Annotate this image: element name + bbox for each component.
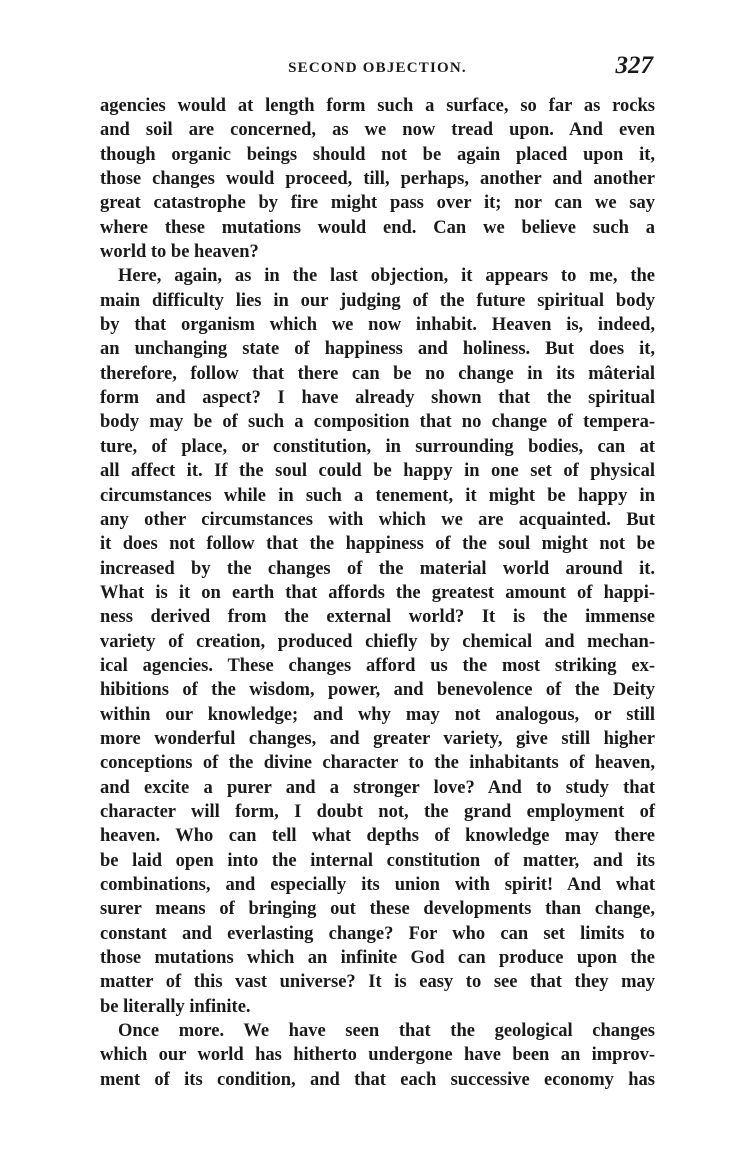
text-line: those mutations which an infinite God can produce upon the: [100, 948, 655, 969]
text-line: and excite a purer and a stronger love? And to study that: [100, 777, 655, 798]
text-line: circumstances while in such a tenement, it might be happy in: [100, 485, 655, 506]
text-line: matter of this vast universe? It is easy to see that they may: [100, 972, 655, 993]
text-line: within our knowledge; and why may not analogous, or still: [100, 704, 655, 725]
text-line: though organic beings should not be again placed upon it,: [100, 144, 655, 165]
text-line: body may be of such a composition that no change of tempera-: [100, 412, 655, 433]
text-line: increased by the changes of the material world around it.: [100, 558, 655, 579]
text-line: more wonderful changes, and greater variety, give still higher: [100, 728, 655, 749]
running-head: [100, 52, 655, 84]
text-line: which our world has hitherto undergone have been an improv-: [100, 1045, 655, 1066]
paragraph-first-line: Once more. We have seen that the geological changes: [118, 1021, 655, 1042]
text-line: ness derived from the external world? It is the immense: [100, 607, 655, 628]
text-line: be literally infinite.: [100, 996, 251, 1017]
text-line: combinations, and especially its union with spirit! And what: [100, 875, 655, 895]
running-title: SECOND OBJECTION.: [288, 60, 467, 76]
paragraph-first-line: Here, again, as in the last objection, it appears to me, the: [118, 266, 655, 287]
text-line: constant and everlasting change? For who can set limits to: [100, 923, 655, 944]
text-line: therefore, follow that there can be no change in its mâterial: [100, 363, 655, 384]
text-line: by that organism which we now inhabit. Heaven is, indeed,: [100, 315, 655, 336]
text-line: heaven. Who can tell what depths of knowledge may there: [100, 826, 655, 847]
text-line: world to be heaven?: [100, 242, 259, 263]
text-line: hibitions of the wisdom, power, and benevolence of the Deity: [100, 680, 655, 701]
text-line: variety of creation, produced chiefly by chemical and mechan-: [100, 631, 655, 652]
text-line: ment of its condition, and that each successive economy has: [100, 1069, 655, 1090]
text-line: What is it on earth that affords the greatest amount of happi-: [100, 582, 655, 603]
text-line: and soil are concerned, as we now tread upon. And even: [100, 120, 655, 141]
text-line: all affect it. If the soul could be happy in one set of physical: [100, 461, 655, 482]
text-line: where these mutations would end. Can we believe such a: [100, 217, 655, 238]
text-line: form and aspect? I have already shown that the spiritual: [100, 388, 655, 409]
text-line: any other circumstances with which we are acquainted. But: [100, 509, 655, 530]
text-line: it does not follow that the happiness of the soul might not be: [100, 534, 655, 555]
text-line: an unchanging state of happiness and holiness. But does it,: [100, 339, 655, 360]
body-text: [100, 94, 655, 1092]
text-line: ture, of place, or constitution, in surrounding bodies, can at: [100, 436, 655, 457]
page-number: 327: [615, 52, 653, 79]
text-line: be laid open into the internal constitution of matter, and its: [100, 850, 655, 871]
text-line: character will form, I doubt not, the grand employment of: [100, 801, 655, 822]
text-line: surer means of bringing out these developments than change,: [100, 899, 655, 920]
text-line: agencies would at length form such a surface, so far as rocks: [100, 96, 655, 116]
text-line: conceptions of the divine character to the inhabitants of heaven,: [100, 753, 655, 774]
text-line: those changes would proceed, till, perhaps, another and another: [100, 169, 655, 190]
text-line: ical agencies. These changes afford us the most striking ex-: [100, 655, 655, 676]
text-line: main difficulty lies in our judging of the future spiritual body: [100, 290, 655, 311]
text-line: great catastrophe by fire might pass over it; nor can we say: [100, 193, 655, 214]
